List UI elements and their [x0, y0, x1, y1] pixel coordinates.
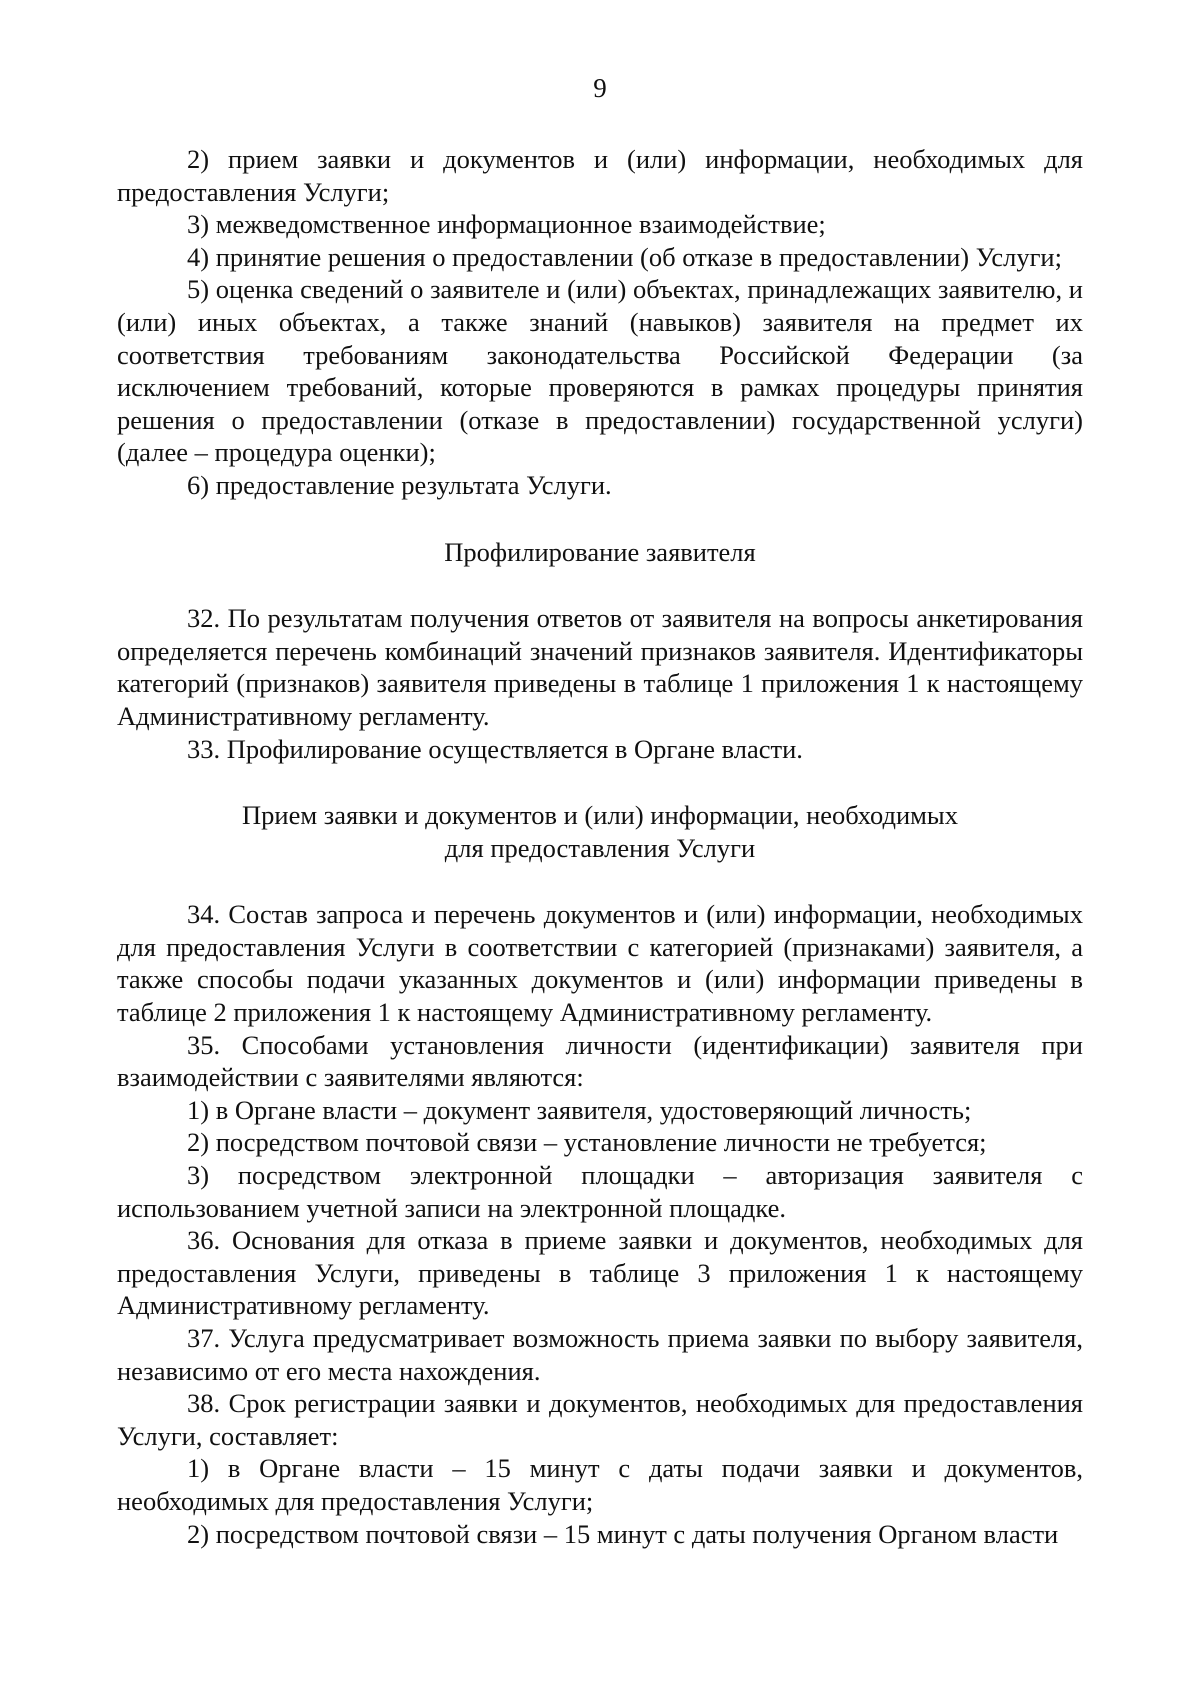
section-heading-intake-line-1: Прием заявки и документов и (или) информации, необходимых: [242, 800, 958, 831]
paragraph-35-item-2: 2) посредством почтовой связи – установление личности не требуется;: [187, 1127, 987, 1158]
paragraph-35-item-3: 3) посредством электронной площадки – авторизация заявителя с использованием учетной записи на электронной площадке.: [117, 1160, 1083, 1223]
page-number: 9: [593, 73, 607, 103]
paragraph-35-item-1: 1) в Органе власти – документ заявителя, удостоверяющий личность;: [187, 1094, 972, 1125]
list-item-2: 2) прием заявки и документов и (или) информации, необходимых для предоставления Услуги;: [117, 144, 1083, 207]
section-heading-intake-line-2: для предоставления Услуги: [444, 832, 756, 863]
list-item-3: 3) межведомственное информационное взаимодействие;: [187, 209, 826, 240]
page-content: [117, 143, 1083, 1550]
paragraph-38: 38. Срок регистрации заявки и документов, необходимых для предоставления Услуги, составляет:: [117, 1388, 1083, 1451]
paragraph-35: 35. Способами установления личности (идентификации) заявителя при взаимодействии с заявителями являются:: [117, 1029, 1083, 1093]
section-heading-profiling: Профилирование заявителя: [444, 536, 756, 567]
paragraph-34: 34. Состав запроса и перечень документов и (или) информации, необходимых для предоставления Услуги в соответствии с категорией (признаками) заявителя, а также способы подачи указанных документов и (или) информации приведены в таблице 2 приложения 1 к настоящему Административному регламенту.: [117, 899, 1083, 1028]
paragraph-32: 32. По результатам получения ответов от заявителя на вопросы анкетирования определяется перечень комбинаций значений признаков заявителя. Идентификаторы категорий (признаков) заявителя приведены в таблице 1 приложения 1 к настоящему Административному регламенту.: [117, 603, 1083, 731]
paragraph-38-item-2: 2) посредством почтовой связи – 15 минут с даты получения Органом власти: [187, 1518, 1059, 1549]
paragraph-38-item-1: 1) в Органе власти – 15 минут с даты подачи заявки и документов, необходимых для предоставления Услуги;: [117, 1453, 1083, 1516]
section-heading-intake: [117, 799, 1083, 864]
paragraph-33: 33. Профилирование осуществляется в Органе власти.: [187, 733, 803, 764]
paragraph-37: 37. Услуга предусматривает возможность приема заявки по выбору заявителя, независимо от его места нахождения.: [117, 1323, 1083, 1386]
paragraph-36: 36. Основания для отказа в приеме заявки и документов, необходимых для предоставления Услуги, приведены в таблице 3 приложения 1 к настоящему Административному регламенту.: [117, 1225, 1083, 1321]
list-item-4: 4) принятие решения о предоставлении (об отказе в предоставлении) Услуги;: [187, 241, 1062, 272]
list-item-5: 5) оценка сведений о заявителе и (или) объектах, принадлежащих заявителю, и (или) иных объектах, а также знаний (навыков) заявителя на предмет их соответствия требованиям законодательства Российской Федерации (за исключением требований, которые проверяются в рамках процедуры принятия решения о предоставлении (отказе в предоставлении) государственной услуги) (далее – процедура оценки);: [117, 274, 1083, 468]
list-item-6: 6) предоставление результата Услуги.: [187, 469, 612, 500]
